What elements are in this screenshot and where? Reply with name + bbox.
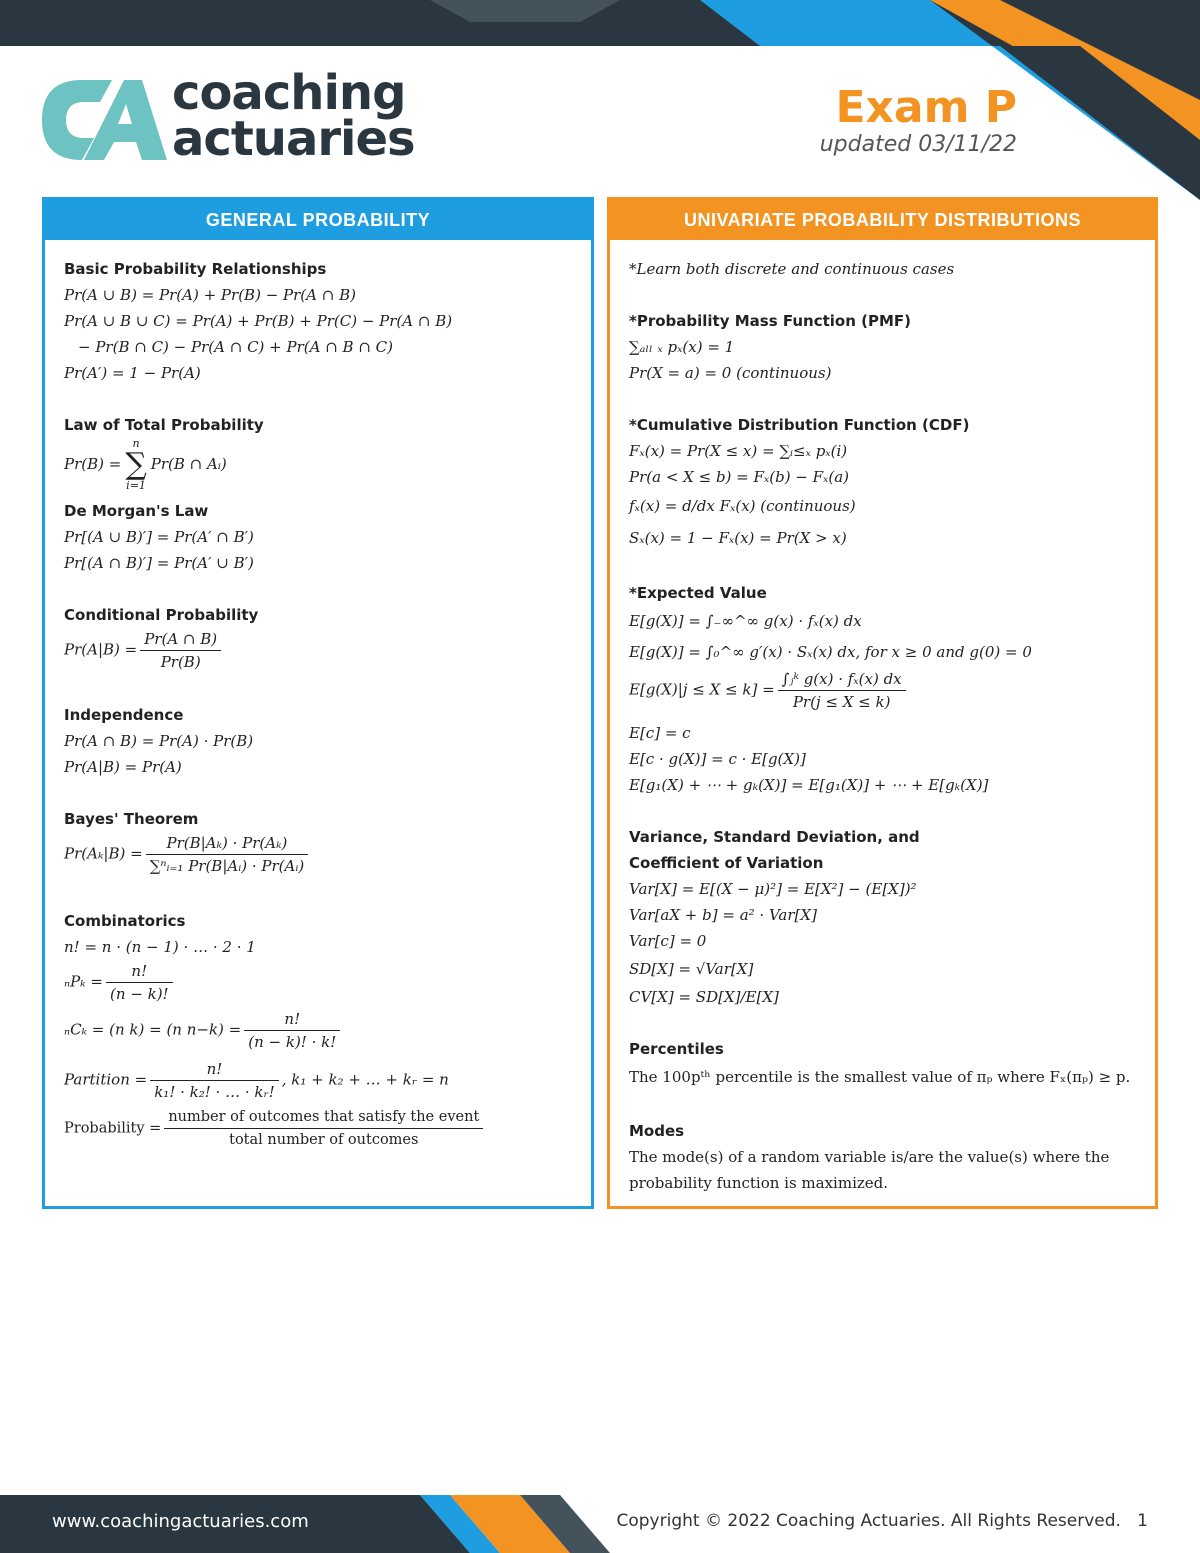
- paragraph: The 100pᵗʰ percentile is the smallest value of πₚ where Fₓ(πₚ) ≥ p.: [629, 1068, 1131, 1086]
- numerator: n!: [106, 960, 173, 983]
- sum-bottom: i=1: [126, 479, 146, 492]
- formula-part: ₙCₖ = (n k) = (n n−k) =: [64, 1020, 242, 1039]
- numerator: number of outcomes that satisfy the event: [164, 1106, 483, 1129]
- formula: Fₓ(x) = Pr(X ≤ x) = ∑ᵢ≤ₓ pₓ(i): [629, 442, 848, 460]
- section-title: De Morgan's Law: [64, 502, 209, 520]
- denominator: k₁! · k₂! · … · kᵣ!: [154, 1083, 275, 1101]
- brand-line2: actuaries: [172, 111, 415, 167]
- formula: CV[X] = SD[X]/E[X]: [629, 988, 779, 1006]
- section-title: Variance, Standard Deviation, and: [629, 828, 920, 846]
- formula: [64, 1058, 591, 1106]
- formula-part: E[g(X)|j ≤ X ≤ k] =: [629, 680, 775, 699]
- denominator: ∑ⁿᵢ₌₁ Pr(B|Aᵢ) · Pr(Aᵢ): [149, 857, 305, 875]
- fraction: [778, 668, 906, 713]
- formula: Pr(A ∪ B ∪ C) = Pr(A) + Pr(B) + Pr(C) − Pr(A ∩ B): [64, 312, 453, 330]
- formula-part: , k₁ + k₂ + … + kᵣ = n: [281, 1070, 449, 1089]
- section-title: Law of Total Probability: [64, 416, 264, 434]
- formula: n! = n · (n − 1) · … · 2 · 1: [64, 938, 256, 956]
- formula: Var[X] = E[(X − μ)²] = E[X²] − (E[X])²: [629, 880, 917, 898]
- formula: Pr(A ∩ B) = Pr(A) · Pr(B): [64, 732, 254, 750]
- page-number: 1: [1137, 1511, 1148, 1531]
- formula: [64, 438, 591, 490]
- formula: [64, 1106, 591, 1154]
- section-title: Coefficient of Variation: [629, 854, 824, 872]
- section-title: *Cumulative Distribution Function (CDF): [629, 416, 970, 434]
- numerator: Pr(B|Aₖ) · Pr(Aₖ): [146, 832, 309, 855]
- formula: fₓ(x) = d/dx Fₓ(x) (continuous): [629, 497, 856, 515]
- formula-part: Pr(B) =: [64, 455, 122, 473]
- sum-symbol: n ∑ i=1: [125, 437, 147, 492]
- formula: [64, 832, 591, 882]
- formula: E[c] = c: [629, 724, 691, 742]
- formula-part: Pr(Aₖ|B) =: [64, 844, 143, 863]
- general-probability-panel: [42, 197, 594, 1209]
- sum-top: n: [132, 437, 140, 450]
- formula: E[c · g(X)] = c · E[g(X)]: [629, 750, 806, 768]
- fraction: [140, 628, 221, 673]
- numerator: n!: [150, 1058, 279, 1081]
- formula: [64, 628, 591, 678]
- section-title: Modes: [629, 1122, 685, 1140]
- footer-url-link[interactable]: www.coachingactuaries.com: [52, 1511, 309, 1532]
- brand-logo: [42, 65, 482, 170]
- exam-title: Exam P: [835, 82, 1017, 133]
- section-title: Percentiles: [629, 1040, 724, 1058]
- fraction: [146, 832, 309, 877]
- formula: E[g(X)] = ∫₋∞^∞ g(x) · fₓ(x) dx: [629, 612, 862, 630]
- exam-updated: updated 03/11/22: [819, 132, 1017, 157]
- section-title: Basic Probability Relationships: [64, 260, 327, 278]
- note: *Learn both discrete and continuous cases: [629, 260, 955, 278]
- numerator: ∫ⱼᵏ g(x) · fₓ(x) dx: [778, 668, 906, 691]
- fraction: [106, 960, 173, 1005]
- panel-header: UNIVARIATE PROBABILITY DISTRIBUTIONS: [610, 200, 1155, 240]
- paragraph: probability function is maximized.: [629, 1174, 889, 1192]
- denominator: Pr(B): [160, 653, 201, 671]
- univariate-distributions-panel: [607, 197, 1158, 1209]
- formula-part: Pr(B ∩ Aᵢ): [150, 455, 227, 473]
- fraction: [164, 1106, 483, 1151]
- formula: − Pr(B ∩ C) − Pr(A ∩ C) + Pr(A ∩ B ∩ C): [78, 338, 394, 356]
- brand-line1: coaching: [172, 65, 406, 121]
- section-title: *Probability Mass Function (PMF): [629, 312, 912, 330]
- fraction: [244, 1008, 340, 1053]
- formula: [64, 960, 591, 1008]
- formula: Pr(A ∪ B) = Pr(A) + Pr(B) − Pr(A ∩ B): [64, 286, 356, 304]
- section-title: Bayes' Theorem: [64, 810, 199, 828]
- formula: E[g(X)] = ∫₀^∞ g′(x) · Sₓ(x) dx, for x ≥ 0 and g(0) = 0: [629, 643, 1032, 661]
- numerator: Pr(A ∩ B): [140, 628, 221, 651]
- formula: Sₓ(x) = 1 − Fₓ(x) = Pr(X > x): [629, 529, 847, 547]
- formula: Pr[(A ∩ B)′] = Pr(A′ ∪ B′): [64, 554, 254, 572]
- formula: Var[aX + b] = a² · Var[X]: [629, 906, 817, 924]
- formula-part: Pr(A|B) =: [64, 640, 138, 659]
- denominator: total number of outcomes: [229, 1132, 419, 1148]
- formula: [629, 668, 1155, 720]
- section-title: Combinatorics: [64, 912, 186, 930]
- fraction: [150, 1058, 279, 1103]
- section-title: Independence: [64, 706, 184, 724]
- denominator: Pr(j ≤ X ≤ k): [792, 693, 891, 711]
- section-title: Conditional Probability: [64, 606, 259, 624]
- panel-header: GENERAL PROBABILITY: [45, 200, 591, 240]
- copyright-text: Copyright © 2022 Coaching Actuaries. All Rights Reserved.: [616, 1511, 1121, 1531]
- formula: Pr(a < X ≤ b) = Fₓ(b) − Fₓ(a): [629, 468, 850, 486]
- formula-part: ₙPₖ =: [64, 972, 103, 991]
- formula: SD[X] = √Var[X]: [629, 960, 754, 978]
- formula: E[g₁(X) + ⋯ + gₖ(X)] = E[g₁(X)] + ⋯ + E[gₖ(X)]: [629, 776, 989, 794]
- paragraph: The mode(s) of a random variable is/are the value(s) where the: [629, 1148, 1110, 1166]
- formula: Pr(A′) = 1 − Pr(A): [64, 364, 201, 382]
- denominator: (n − k)! · k!: [248, 1033, 337, 1051]
- formula-part: Partition =: [64, 1070, 148, 1089]
- logo-mark-icon: [42, 80, 167, 160]
- footer-copyright: [617, 1511, 1149, 1531]
- formula: Pr[(A ∪ B)′] = Pr(A′ ∩ B′): [64, 528, 254, 546]
- denominator: (n − k)!: [109, 985, 169, 1003]
- formula: Var[c] = 0: [629, 932, 707, 950]
- formula: [64, 1008, 591, 1058]
- numerator: n!: [244, 1008, 340, 1031]
- formula: Pr(A|B) = Pr(A): [64, 758, 182, 776]
- formula: Pr(X = a) = 0 (continuous): [629, 364, 832, 382]
- section-title: *Expected Value: [629, 584, 767, 602]
- formula: ∑ₐₗₗ ₓ pₓ(x) = 1: [629, 338, 735, 356]
- formula-part: Probability =: [64, 1120, 162, 1137]
